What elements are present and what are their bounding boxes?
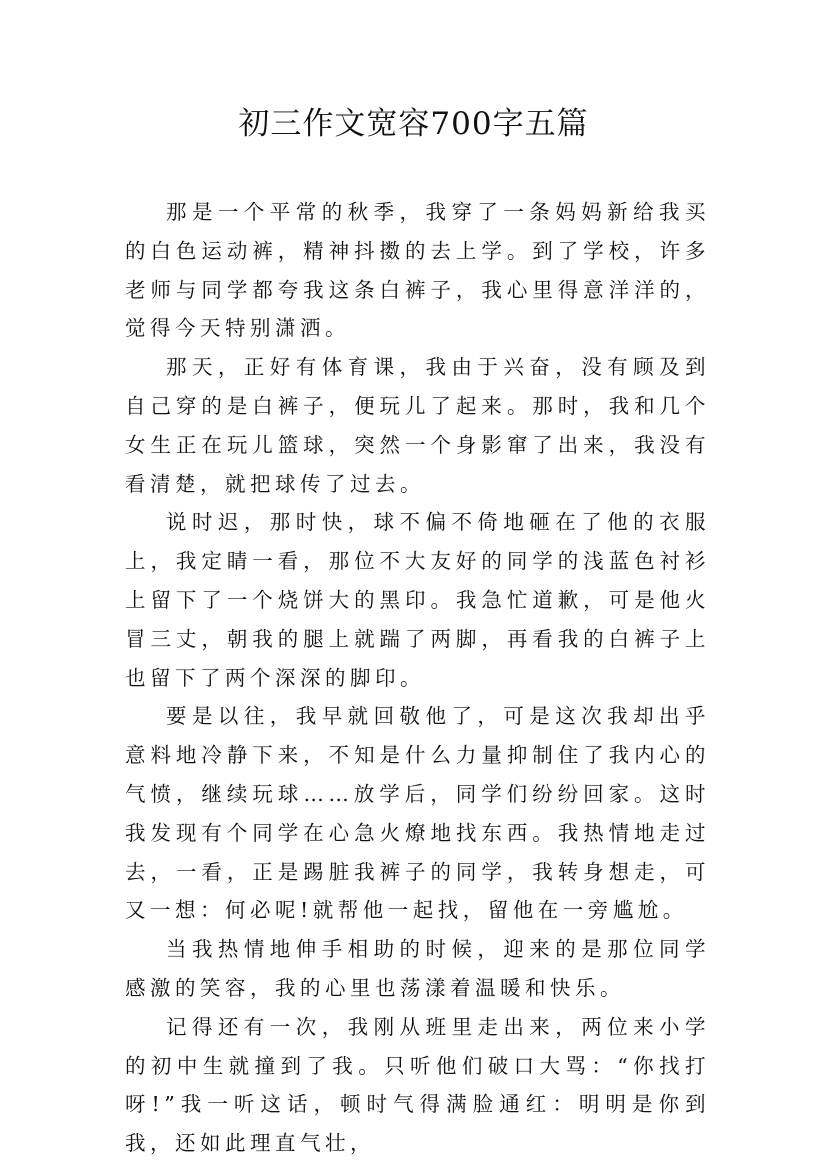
document-title: 初三作文宽容700字五篇 (238, 106, 589, 142)
paragraph-5: 当我热情地伸手相助的时候，迎来的是那位同学感激的笑容，我的心里也荡漾着温暖和快乐。 (125, 937, 710, 1000)
paragraph-4: 要是以往，我早就回敬他了，可是这次我却出乎意料地冷静下来，不知是什么力量抑制住了我内心的气愤，继续玩球……放学后，同学们纷纷回家。这时我发现有个同学在心急火燎地找东西。我热情地走过去，一看，正是踢脏我裤子的同学，我转身想走，可又一想：何必呢!就帮他一起找，留他在一旁尴尬。 (125, 704, 710, 923)
paragraph-6: 记得还有一次，我刚从班里走出来，两位来小学的初中生就撞到了我。只听他们破口大骂：“你找打呀!”我一听这话，顿时气得满脸通红：明明是你到我，还如此理直气壮， (125, 1014, 710, 1156)
document-body (125, 193, 710, 1163)
paragraph-3: 说时迟，那时快，球不偏不倚地砸在了他的衣服上，我定睛一看，那位不大友好的同学的浅蓝色衬衫上留下了一个烧饼大的黑印。我急忙道歉，可是他火冒三丈，朝我的腿上就踹了两脚，再看我的白裤子上也留下了两个深深的脚印。 (125, 510, 710, 690)
paragraph-2: 那天，正好有体育课，我由于兴奋，没有顾及到自己穿的是白裤子，便玩儿了起来。那时，我和几个女生正在玩儿篮球，突然一个身影窜了出来，我没有看清楚，就把球传了过去。 (125, 355, 710, 496)
paragraph-1: 那是一个平常的秋季，我穿了一条妈妈新给我买的白色运动裤，精神抖擞的去上学。到了学校，许多老师与同学都夸我这条白裤子，我心里得意洋洋的，觉得今天特别潇洒。 (125, 200, 710, 341)
